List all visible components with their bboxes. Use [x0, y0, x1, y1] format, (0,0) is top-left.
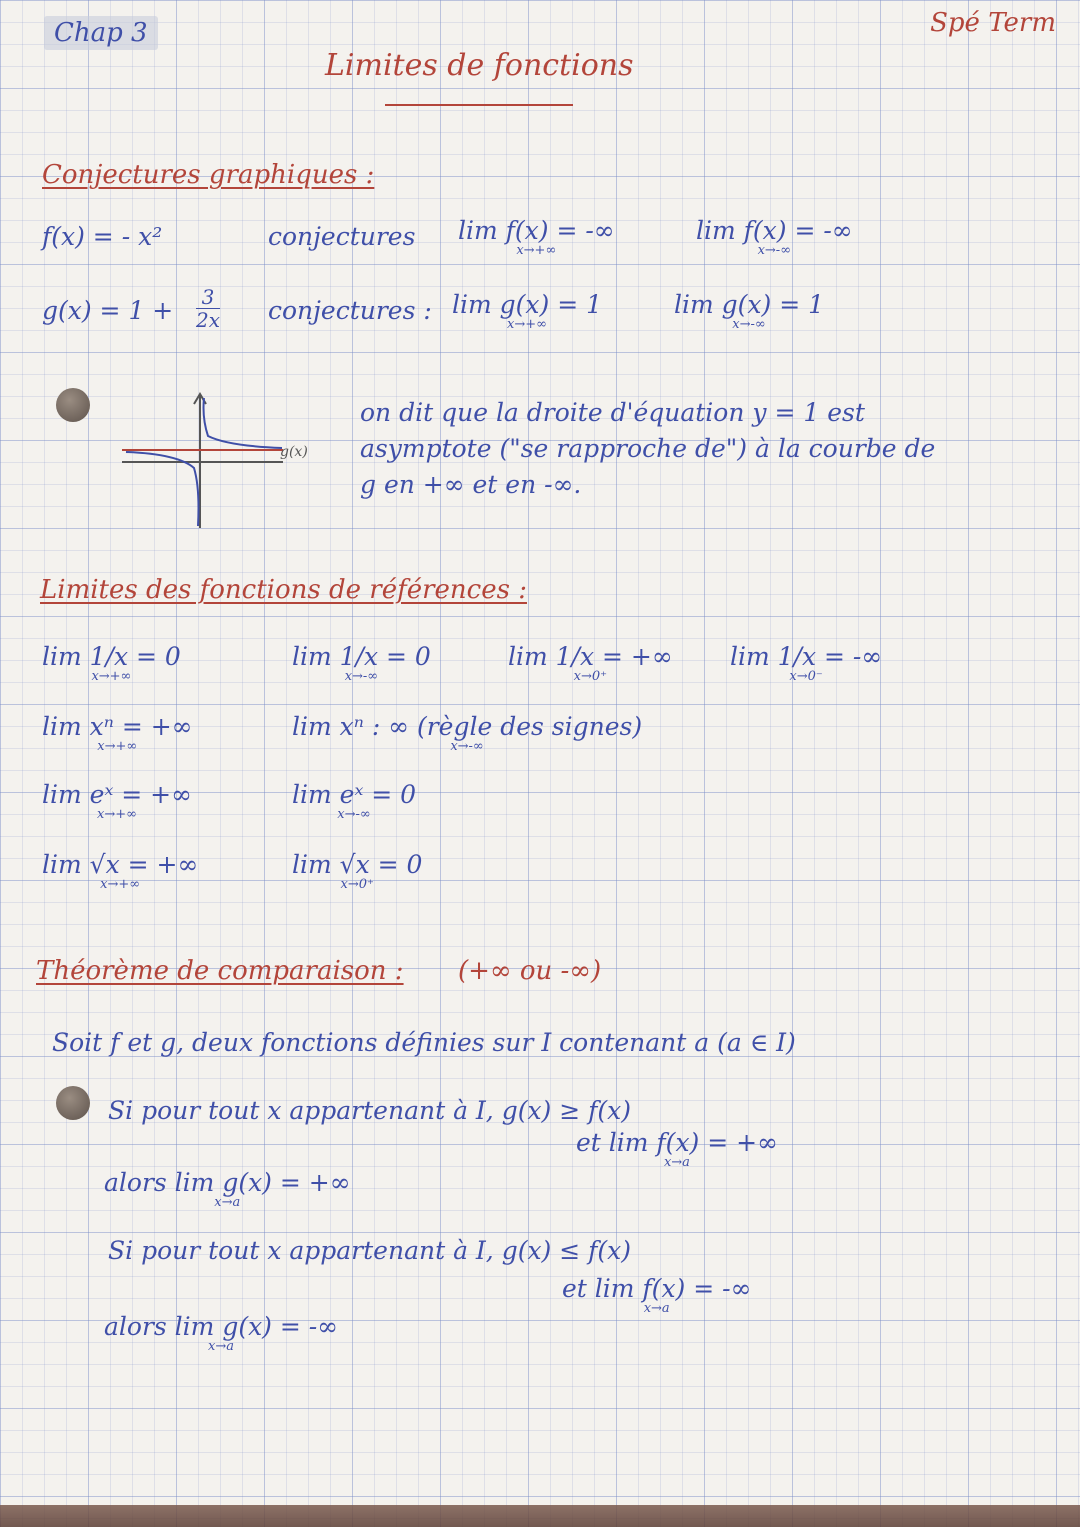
theorem-intro: Soit f et g, deux fonctions définies sur I contenant a (a ∈ I)	[52, 1028, 796, 1057]
ref-lim-sqrt-zero: lim √x = 0 x→0⁺	[292, 850, 423, 892]
asymptote-note-line-1: on dit que la droite d'équation y = 1 est	[360, 398, 865, 427]
case1-conclusion: alors lim g(x) = +∞ x→a	[104, 1168, 351, 1210]
ref-lim-inv-zero-minus: lim 1/x = -∞ x→0⁻	[730, 642, 883, 684]
graph-label: g(x)	[280, 444, 308, 460]
case2-condition: Si pour tout x appartenant à I, g(x) ≤ f(x)	[108, 1236, 631, 1265]
theorem-heading-note: (+∞ ou -∞)	[458, 956, 602, 986]
g-conjectures-label: conjectures :	[268, 296, 432, 325]
ref-lim-exp-plus: lim eˣ = +∞ x→+∞	[42, 780, 192, 822]
ref-lim-power-minus: lim xⁿ : ∞ (règle des signes) x→-∞	[292, 712, 643, 754]
binder-hole-icon	[56, 1086, 90, 1120]
ref-lim-inv-minus: lim 1/x = 0 x→-∞	[292, 642, 431, 684]
f-limit-plus-inf: lim f(x) = -∞ x→+∞	[458, 216, 615, 258]
ref-lim-inv-plus: lim 1/x = 0 x→+∞	[42, 642, 181, 684]
case2-conclusion: alors lim g(x) = -∞ x→a	[104, 1312, 339, 1354]
page-title: Limites de fonctions	[325, 48, 634, 83]
course-tag: Spé Term	[930, 8, 1056, 38]
f-definition: f(x) = - x²	[42, 222, 163, 251]
case1-condition: Si pour tout x appartenant à I, g(x) ≥ f(x)	[108, 1096, 631, 1125]
ref-lim-sqrt-plus: lim √x = +∞ x→+∞	[42, 850, 199, 892]
asymptote-note-line-3: g en +∞ et en -∞.	[360, 470, 582, 499]
case1-limit-condition: et lim f(x) = +∞ x→a	[576, 1128, 778, 1170]
ref-lim-inv-zero-plus: lim 1/x = +∞ x→0⁺	[508, 642, 673, 684]
binder-hole-icon	[56, 388, 90, 422]
g-limit-plus-inf: lim g(x) = 1 x→+∞	[452, 290, 602, 332]
g-graph-sketch	[118, 388, 318, 538]
f-limit-minus-inf: lim f(x) = -∞ x→-∞	[696, 216, 853, 258]
g-fraction: $\frac{3}{2x}$	[196, 285, 221, 332]
chapter-tag: Chap 3	[44, 16, 158, 50]
section-heading-conjectures: Conjectures graphiques :	[42, 160, 375, 190]
asymptote-note-line-2: asymptote ("se rapproche de") à la courbe de	[360, 434, 936, 463]
ref-lim-exp-minus: lim eˣ = 0 x→-∞	[292, 780, 417, 822]
f-conjectures-label: conjectures	[268, 222, 416, 251]
page-bottom-edge	[0, 1505, 1080, 1527]
ref-lim-power-plus: lim xⁿ = +∞ x→+∞	[42, 712, 193, 754]
g-limit-minus-inf: lim g(x) = 1 x→-∞	[674, 290, 824, 332]
title-underline	[385, 104, 573, 106]
g-definition: g(x) = 1 +	[42, 296, 174, 325]
case2-limit-condition: et lim f(x) = -∞ x→a	[562, 1274, 752, 1316]
section-heading-references: Limites des fonctions de références :	[40, 575, 527, 605]
section-heading-theorem: Théorème de comparaison :	[36, 956, 404, 986]
